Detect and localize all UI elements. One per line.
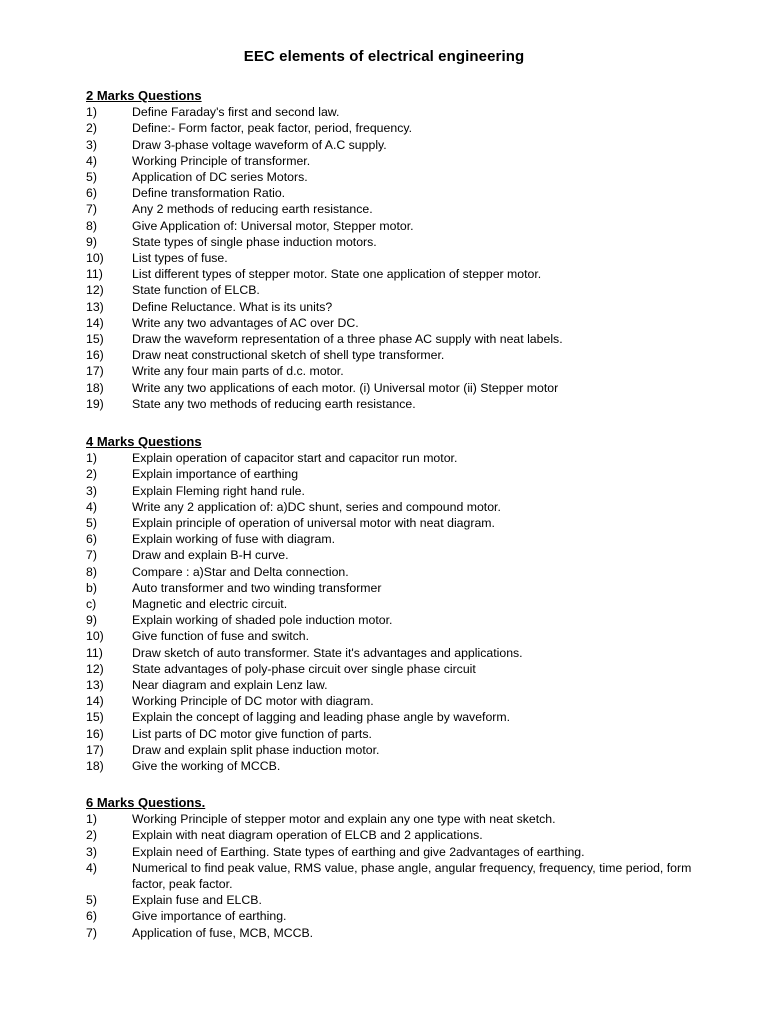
question-number: 1) [86,451,97,466]
question-item [86,515,726,531]
question-item [86,299,726,315]
question-number: 8) [86,218,97,233]
question-number: 6) [86,186,97,201]
question-item [86,811,726,827]
question-list [86,450,726,774]
question-item [86,234,726,250]
question-number: 7) [86,925,97,940]
question-number: 10) [86,629,104,644]
question-number: 3) [86,137,97,152]
question-number: 4) [86,153,97,168]
question-number: 2) [86,828,97,843]
question-number: 4) [86,499,97,514]
question-text: List different types of stepper motor. State one application of stepper motor. [132,267,542,282]
question-number: 13) [86,678,104,693]
question-number: 14) [86,315,104,330]
question-item [86,892,726,908]
section-heading: 4 Marks Questions [86,434,202,449]
question-item [86,250,726,266]
question-text: Give function of fuse and switch. [132,629,310,644]
question-item [86,612,726,628]
question-text: List parts of DC motor give function of parts. [132,726,372,741]
question-list [86,811,726,941]
question-item [86,628,726,644]
question-text: Draw the waveform representation of a three phase AC supply with neat labels. [132,332,563,347]
question-item [86,661,726,677]
question-item [86,844,726,860]
question-number: 14) [86,694,104,709]
question-number: 9) [86,613,97,628]
question-number: 3) [86,483,97,498]
question-item [86,396,726,412]
question-number: 1) [86,105,97,120]
question-number: b) [86,580,97,595]
question-number: 17) [86,364,104,379]
document-title: EEC elements of electrical engineering [243,48,525,65]
question-number: 6) [86,909,97,924]
question-number: 12) [86,283,104,298]
question-text: Numerical to find peak value, RMS value, phase angle, angular frequency, frequency, time period, form factor, peak factor. [132,860,692,891]
question-item [86,104,726,120]
question-item [86,466,726,482]
question-item [86,596,726,612]
question-text: Compare : a)Star and Delta connection. [132,564,349,579]
question-text: Explain operation of capacitor start and capacitor run motor. [132,451,458,466]
question-item [86,726,726,742]
question-item [86,483,726,499]
question-text: Near diagram and explain Lenz law. [132,678,328,693]
question-text: Draw neat constructional sketch of shell type transformer. [132,348,445,363]
question-item [86,363,726,379]
question-number: 2) [86,467,97,482]
question-text: State any two methods of reducing earth resistance. [132,396,416,411]
question-number: 1) [86,812,97,827]
question-text: Define Reluctance. What is its units? [132,299,333,314]
question-number: 13) [86,299,104,314]
question-text: Give Application of: Universal motor, Stepper motor. [132,218,414,233]
question-item [86,315,726,331]
question-item [86,450,726,466]
question-item [86,120,726,136]
question-text: Explain Fleming right hand rule. [132,483,305,498]
question-number: c) [86,597,97,612]
question-item [86,153,726,169]
question-text: Explain working of fuse with diagram. [132,532,335,547]
question-number: 5) [86,516,97,530]
question-item [86,693,726,709]
question-item [86,218,726,234]
question-text: Explain principle of operation of universal motor with neat diagram. [132,516,495,530]
question-text: Any 2 methods of reducing earth resistance. [132,202,373,217]
question-item [86,531,726,547]
question-text: Write any four main parts of d.c. motor. [132,364,344,379]
question-text: Application of DC series Motors. [132,170,308,184]
question-text: Explain working of shaded pole induction motor. [132,613,393,628]
question-text: Give the working of MCCB. [132,759,281,774]
question-item [86,499,726,515]
question-text: Explain the concept of lagging and leading phase angle by waveform. [132,710,511,725]
question-text: Write any 2 application of: a)DC shunt, series and compound motor. [132,499,501,514]
question-item [86,282,726,298]
question-text: Write any two applications of each motor. (i) Universal motor (ii) Stepper motor [132,380,559,395]
question-number: 17) [86,742,104,757]
question-item [86,266,726,282]
question-number: 15) [86,332,104,347]
question-number: 11) [86,645,103,660]
question-number: 15) [86,710,104,725]
question-text: Draw sketch of auto transformer. State it's advantages and applications. [132,645,523,660]
question-number: 4) [86,860,97,875]
section-2-marks [86,88,726,412]
question-text: Explain need of Earthing. State types of earthing and give 2advantages of earthing. [132,844,585,859]
question-text: Working Principle of transformer. [132,153,311,168]
section-heading: 6 Marks Questions. [86,795,206,810]
question-item [86,908,726,924]
question-item [86,860,726,892]
question-item [86,380,726,396]
question-text: List types of fuse. [132,251,228,266]
question-text: Working Principle of DC motor with diagram. [132,694,374,709]
question-text: Auto transformer and two winding transformer [132,580,382,595]
question-number: 19) [86,396,104,411]
question-item [86,169,726,185]
question-item [86,347,726,363]
question-item [86,564,726,580]
question-item [86,645,726,661]
question-text: Explain importance of earthing [132,467,299,482]
question-item [86,547,726,563]
section-heading: 2 Marks Questions [86,88,202,103]
question-number: 18) [86,380,104,395]
question-item [86,709,726,725]
section-4-marks [86,434,726,774]
question-item [86,925,726,941]
question-number: 18) [86,759,104,774]
question-number: 6) [86,532,97,547]
question-list [86,104,726,412]
question-text: Define Faraday's first and second law. [132,105,340,120]
question-number: 5) [86,170,97,184]
question-text: Draw and explain B-H curve. [132,548,289,563]
question-text: Magnetic and electric circuit. [132,597,288,612]
question-text: Draw 3-phase voltage waveform of A.C supply. [132,137,387,152]
question-item [86,185,726,201]
question-text: Explain fuse and ELCB. [132,893,262,908]
question-text: State function of ELCB. [132,283,260,298]
question-number: 11) [86,267,103,282]
question-text: Define:- Form factor, peak factor, period, frequency. [132,121,412,136]
question-text: Write any two advantages of AC over DC. [132,315,359,330]
question-number: 10) [86,251,104,266]
question-item [86,677,726,693]
question-text: Define transformation Ratio. [132,186,286,201]
question-item [86,580,726,596]
question-number: 9) [86,234,97,249]
question-text: State types of single phase induction motors. [132,234,377,249]
question-text: State advantages of poly-phase circuit over single phase circuit [132,661,476,676]
question-number: 16) [86,348,104,363]
question-text: Draw and explain split phase induction motor. [132,742,380,757]
question-number: 2) [86,121,97,136]
question-text: Application of fuse, MCB, MCCB. [132,925,314,940]
question-number: 5) [86,893,97,908]
question-item [86,331,726,347]
question-text: Working Principle of stepper motor and explain any one type with neat sketch. [132,812,556,827]
question-item [86,758,726,774]
question-number: 3) [86,844,97,859]
section-6-marks [86,795,726,941]
question-item [86,137,726,153]
question-text: Give importance of earthing. [132,909,287,924]
question-number: 7) [86,548,97,563]
question-number: 7) [86,202,97,217]
question-number: 12) [86,661,104,676]
question-item [86,827,726,843]
question-number: 16) [86,726,104,741]
question-item [86,742,726,758]
question-number: 8) [86,564,97,579]
question-item [86,201,726,217]
question-text: Explain with neat diagram operation of ELCB and 2 applications. [132,828,483,843]
